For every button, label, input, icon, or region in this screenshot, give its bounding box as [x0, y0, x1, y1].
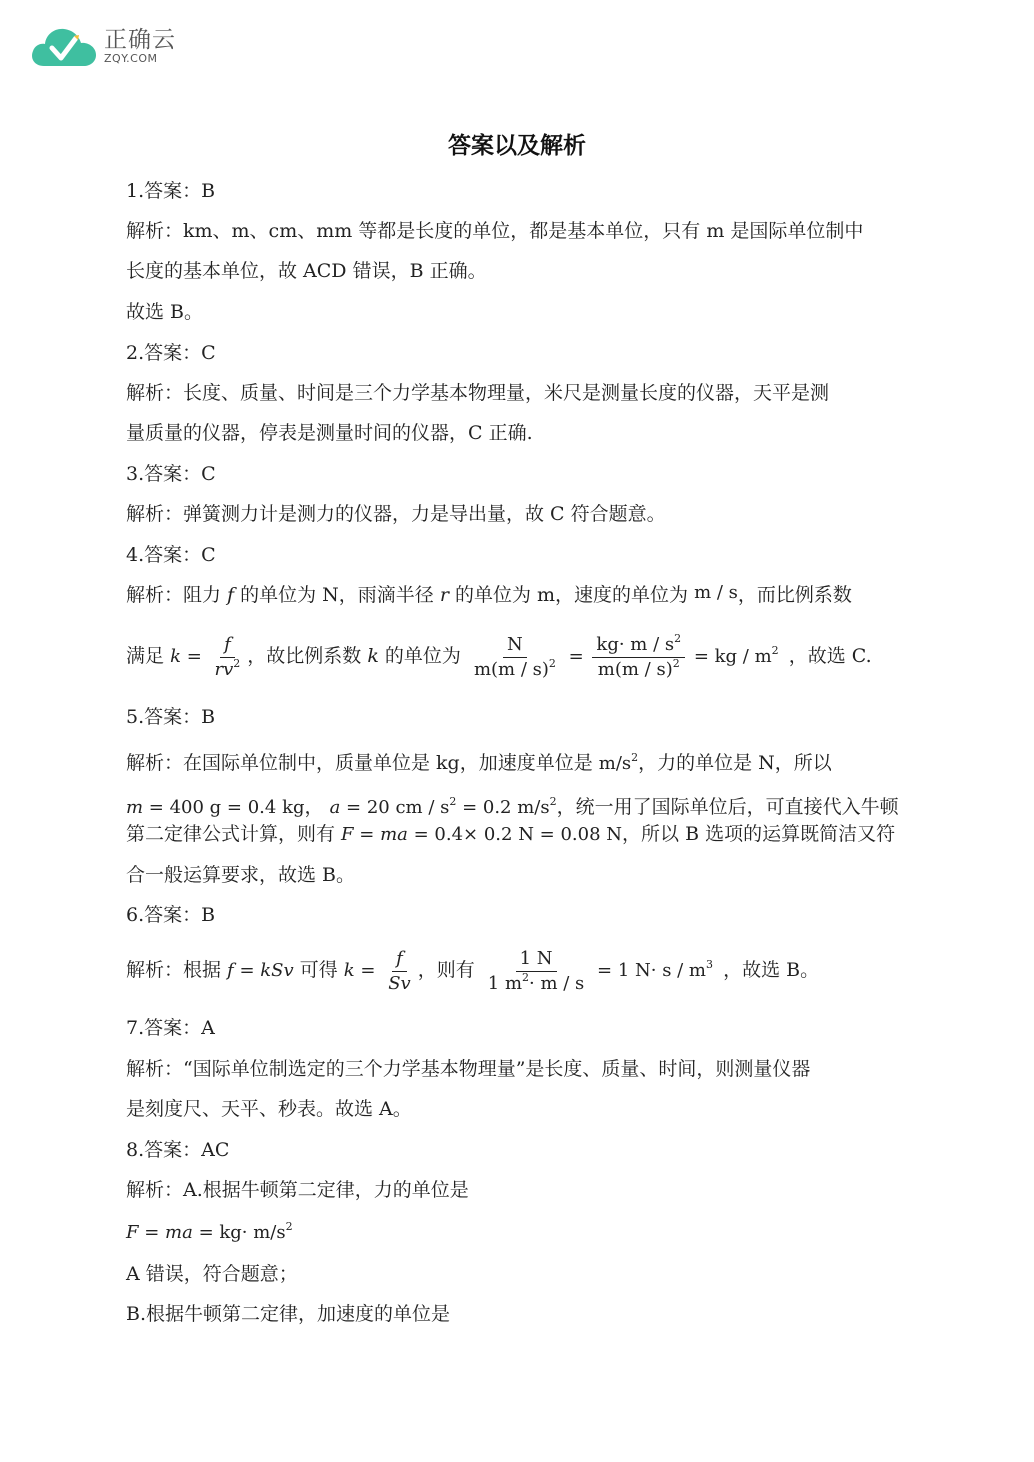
- q8-line3: A 错误，符合题意；: [126, 1263, 298, 1285]
- q7-line2: 是刻度尺、天平、秒表。故选 A。: [126, 1098, 412, 1120]
- q5-answer: 5.答案：B: [126, 706, 216, 728]
- q2-line2: 量质量的仪器，停表是测量时间的仪器，C 正确.: [126, 422, 533, 444]
- cloud-check-icon: [30, 22, 98, 72]
- q3-line1: 解析：弹簧测力计是测力的仪器，力是导出量，故 C 符合题意。: [126, 503, 666, 525]
- q8-line4: B.根据牛顿第二定律，加速度的单位是: [126, 1303, 451, 1325]
- q1-answer: 1.答案：B: [126, 180, 216, 202]
- k-fraction-6: $\frac{f}{Sv}$: [388, 947, 411, 994]
- q1-line3: 故选 B。: [126, 301, 204, 323]
- q8-answer: 8.答案：AC: [126, 1139, 230, 1161]
- q8-formula: F = ma = $kg\cdot m/s^2$: [126, 1220, 293, 1243]
- q4-line2: 满足 k = $\frac{f}{rv^2}$ ，故比例系数 k 的单位为 $\frac{N}{m(m / s)^2}$ = $\frac{kg\cdot m / s^2}{m(m / s)^2}$ = kg / $m^2$ ，故选 C.: [126, 631, 872, 680]
- q5-line3: 第二定律公式计算，则有 F = ma = 0.4× 0.2 N = 0.08 N，所以 B 选项的运算既简洁又符: [126, 823, 896, 845]
- q1-line1: 解析：km、m、cm、mm 等都是长度的单位，都是基本单位，只有 m 是国际单位制中: [126, 220, 864, 242]
- unit-fraction-2: $\frac{kg\cdot m / s^2}{m(m / s)^2}$: [592, 633, 685, 682]
- q2-line1: 解析：长度、质量、时间是三个力学基本物理量，米尺是测量长度的仪器，天平是测: [126, 382, 830, 404]
- q1-line2: 长度的基本单位，故 ACD 错误，B 正确。: [126, 260, 487, 282]
- q7-answer: 7.答案：A: [126, 1017, 215, 1039]
- q7-line1: 解析：“国际单位制选定的三个力学基本物理量”是长度、质量、时间，则测量仪器: [126, 1058, 811, 1080]
- q8-line1: 解析：A.根据牛顿第二定律，力的单位是: [126, 1179, 469, 1201]
- page-title: 答案以及解析: [448, 133, 586, 159]
- q5-line1: 解析：在国际单位制中，质量单位是 kg，加速度单位是 $m/s^2$，力的单位是 N，所以: [126, 751, 832, 774]
- q4-line1: 解析：阻力 f 的单位为 N，雨滴半径 r 的单位为 m，速度的单位为 m / s，而比例系数: [126, 582, 852, 606]
- q3-answer: 3.答案：C: [126, 463, 216, 485]
- q4-answer: 4.答案：C: [126, 544, 216, 566]
- unit-fraction-1: $\frac{N}{m(m / s)^2}$: [473, 633, 556, 680]
- logo-en-text: ZQY.COM: [104, 52, 158, 65]
- unit-fraction-6: $\frac{1 N}{1 m^2\cdot m / s}$: [487, 947, 585, 994]
- q5-line4: 合一般运算要求，故选 B。: [126, 864, 356, 886]
- q6-line1: 解析：根据 f = kSv 可得 k = $\frac{f}{Sv}$ ，则有 $\frac{1 N}{1 m^2\cdot m / s}$ = 1 $N\cdot s / m^3$ ，故选 B。: [126, 947, 820, 994]
- k-fraction: $\frac{f}{rv^2}$: [214, 633, 241, 680]
- q6-answer: 6.答案：B: [126, 904, 216, 926]
- logo-cn-text: 正确云: [104, 27, 176, 53]
- q2-answer: 2.答案：C: [126, 342, 216, 364]
- logo: [30, 22, 176, 72]
- q5-line2: m = 400 g = 0.4 kg， a = 20 cm / $s^2 = 0.2$ $m/s^2$，统一用了国际单位后，可直接代入牛顿: [126, 795, 899, 818]
